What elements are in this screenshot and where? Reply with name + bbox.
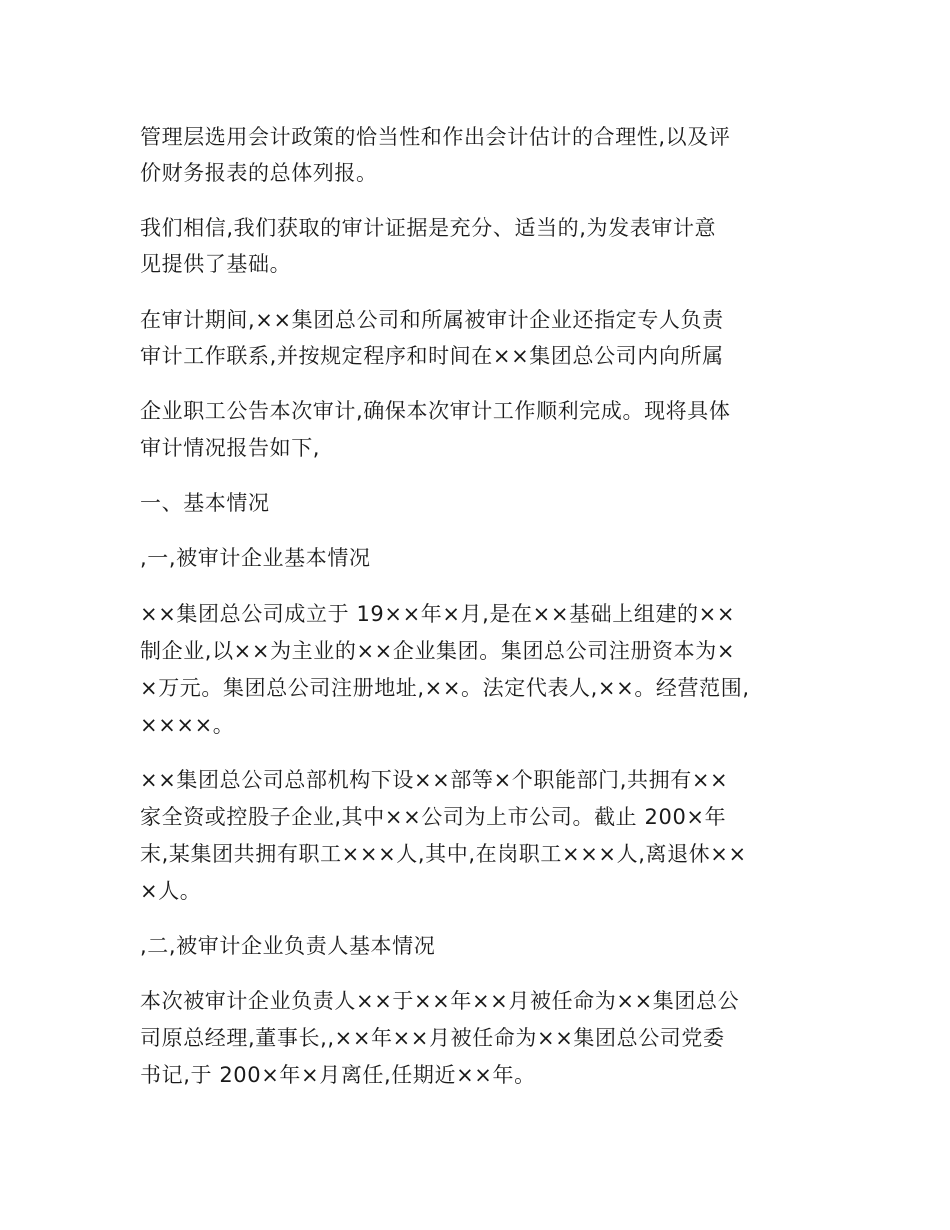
text-line: 制企业,以××为主业的××企业集团。集团总公司注册资本为×	[140, 639, 736, 663]
text-line: ×人。	[140, 879, 202, 903]
text-line: 审计情况报告如下,	[140, 436, 321, 460]
text-line: ××集团总公司成立于 19××年×月,是在××基础上组建的××	[140, 602, 736, 626]
text-line: ××××。	[140, 713, 235, 737]
text-line: ××集团总公司总部机构下设××部等×个职能部门,共拥有××	[140, 768, 729, 792]
text-line: 价财务报表的总体列报。	[140, 161, 378, 185]
text-line: 审计工作联系,并按规定程序和时间在××集团总公司内向所属	[140, 344, 724, 368]
text-line: ×万元。集团总公司注册地址,××。法定代表人,××。经营范围,	[140, 676, 750, 700]
text-line: 司原总经理,董事长,,××年××月被任命为××集团总公司党委	[140, 1026, 725, 1050]
text-line: 见提供了基础。	[140, 252, 292, 276]
section-heading: 一、基本情况	[140, 491, 270, 515]
subsection-heading: ,二,被审计企业负责人基本情况	[140, 934, 436, 958]
text-line: 末,某集团共拥有职工×××人,其中,在岗职工×××人,离退休××	[140, 842, 747, 866]
text-line: 家全资或控股子企业,其中××公司为上市公司。截止 200×年	[140, 805, 727, 829]
text-line: 企业职工公告本次审计,确保本次审计工作顺利完成。现将具体	[140, 399, 731, 423]
subsection-heading: ,一,被审计企业基本情况	[140, 546, 371, 570]
text-line: 在审计期间,××集团总公司和所属被审计企业还指定专人负责	[140, 308, 724, 332]
text-line: 本次被审计企业负责人××于××年××月被任命为××集团总公	[140, 989, 740, 1013]
text-line: 管理层选用会计政策的恰当性和作出会计估计的合理性,以及评	[140, 125, 731, 149]
text-line: 我们相信,我们获取的审计证据是充分、适当的,为发表审计意	[140, 216, 717, 240]
text-line: 书记,于 200×年×月离任,任期近××年。	[140, 1063, 536, 1087]
